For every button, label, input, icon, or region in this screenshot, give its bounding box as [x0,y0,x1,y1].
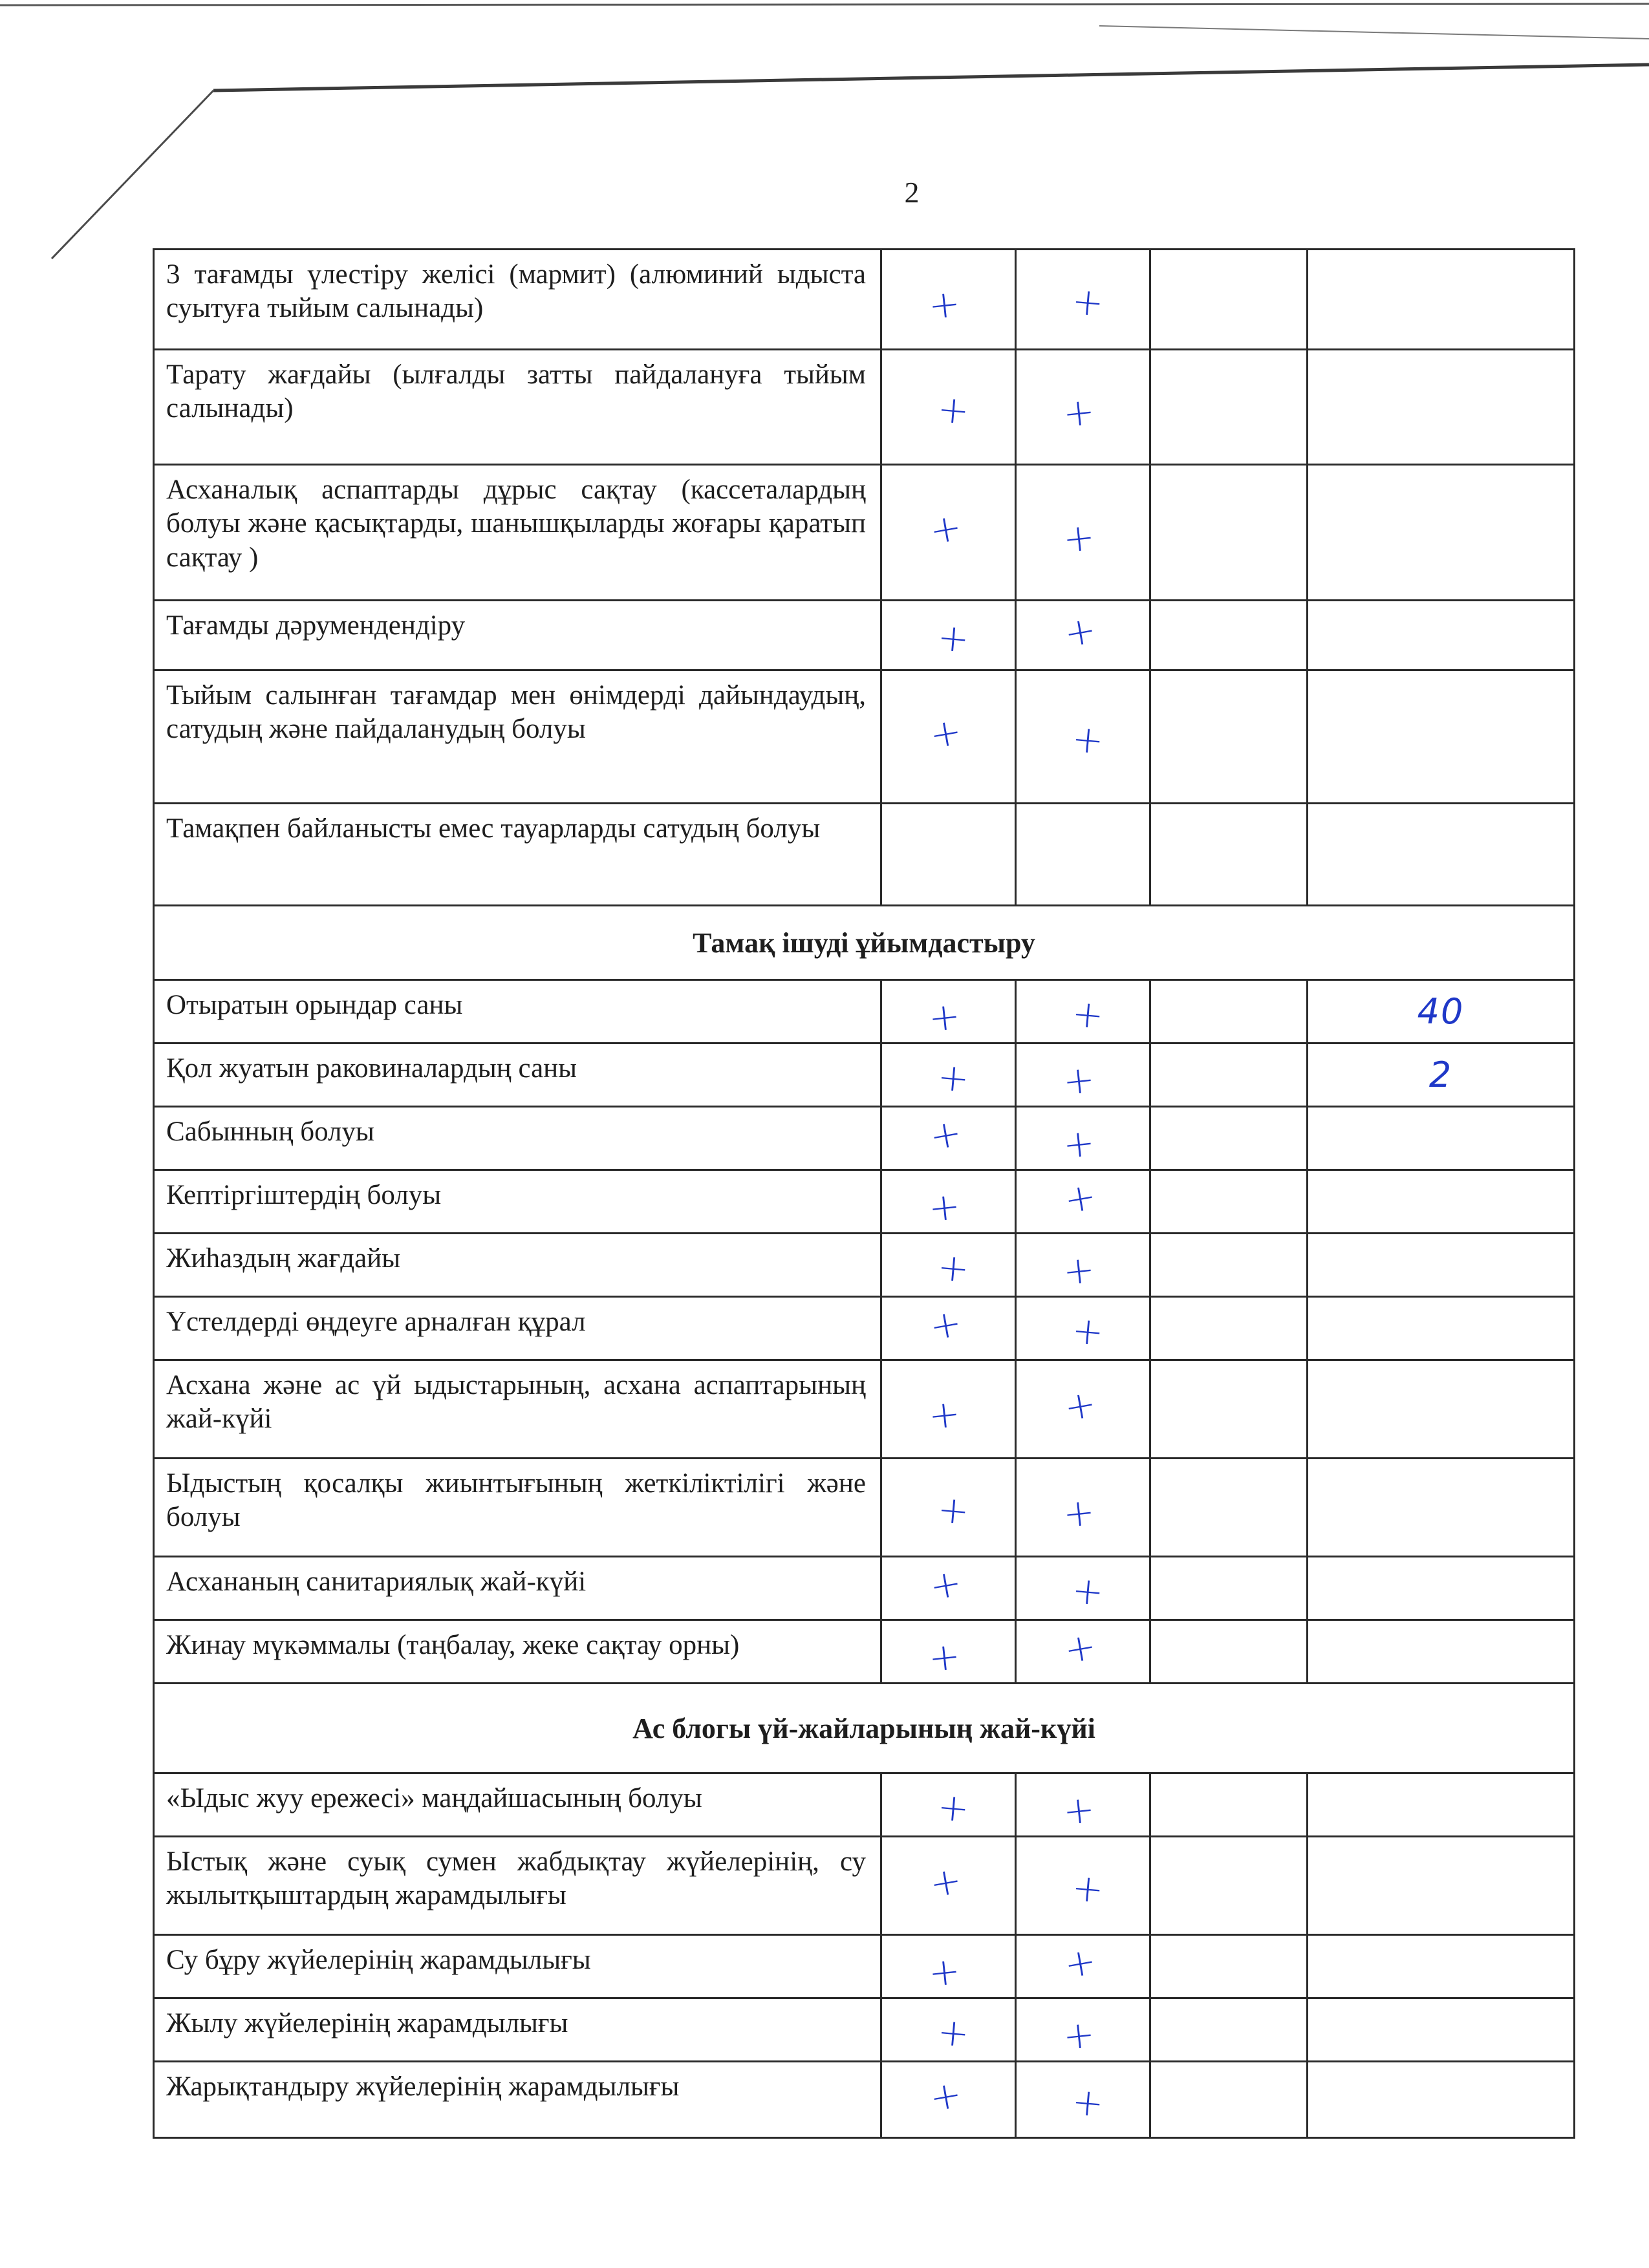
check-mark: + [1061,1120,1097,1167]
row-label: Жинау мүкәммалы (таңбалау, жеке сақтау орны) [154,1620,881,1684]
check-mark: + [936,2009,971,2056]
table-row [154,1360,1575,1459]
row-label: Асхананың санитариялық жай-күйі [154,1557,881,1620]
check-mark: + [1061,1623,1100,1673]
empty-cell [1308,350,1575,465]
empty-cell [1150,804,1308,906]
check-mark: + [1061,1380,1100,1430]
empty-cell [1150,670,1308,804]
empty-cell [1308,1107,1575,1170]
empty-cell [1308,465,1575,601]
empty-cell [1150,1837,1308,1935]
check-mark: + [1070,279,1106,325]
check-mark: + [926,281,963,328]
empty-cell [1308,1459,1575,1557]
check-mark: + [1070,990,1106,1038]
check-mark: + [1061,1489,1097,1536]
empty-cell [1308,1360,1575,1459]
check-mark: + [926,2071,965,2121]
scan-fold-edge [0,0,1649,272]
check-mark: + [926,993,963,1040]
row-label: Сабынның болуы [154,1107,881,1170]
empty-cell [1150,1107,1308,1170]
row-label: Тыйым салынған тағамдар мен өнімдерді дайындаудың, сатудың және пайдаланудың болуы [154,670,881,804]
empty-cell [1150,1620,1308,1684]
empty-cell [1150,1773,1308,1837]
empty-cell [1150,1360,1308,1459]
table-row [154,350,1575,465]
empty-cell [1150,1234,1308,1297]
table-row [154,1459,1575,1557]
empty-cell [1150,601,1308,670]
empty-cell [1150,250,1308,350]
empty-cell [1308,804,1575,906]
table-row [154,1557,1575,1620]
table-row [154,804,1575,906]
empty-cell [1016,804,1150,906]
empty-cell [1308,1998,1575,2062]
fold-line-corner [213,65,1649,91]
empty-cell [1150,1935,1308,1998]
check-mark: + [936,1486,971,1534]
check-mark: + [926,1948,963,1995]
empty-cell [1150,350,1308,465]
table-row [154,1773,1575,1837]
check-mark: + [1070,716,1106,763]
check-mark: + [926,1559,965,1609]
handwritten-seat-count: 40 [1417,990,1465,1032]
check-mark: + [1061,1173,1100,1223]
check-mark: + [1070,1865,1106,1912]
check-mark: + [926,708,965,758]
row-label: Тағамды дәрумендендіру [154,601,881,670]
check-mark: + [1061,1056,1097,1104]
empty-cell [1308,1935,1575,1998]
empty-cell [1308,250,1575,350]
row-label: «Ыдыс жуу ережесі» маңдайшасының болуы [154,1773,881,1837]
check-mark: + [936,614,971,661]
check-mark: + [1070,1567,1106,1614]
empty-cell [1150,1170,1308,1234]
row-label: Жиһаздың жағдайы [154,1234,881,1297]
table-row [154,2062,1575,2138]
fold-line-top-right [1099,26,1649,39]
empty-cell [1308,1297,1575,1360]
check-mark: + [1061,606,1100,656]
fold-line-diagonal [52,91,213,259]
empty-cell [1308,601,1575,670]
row-label: Тамақпен байланысты емес тауарларды сатудың болуы [154,804,881,906]
table-row [154,1620,1575,1684]
table-row [154,1998,1575,2062]
empty-cell [1150,1297,1308,1360]
empty-cell [1308,2062,1575,2138]
row-label: Асханалық аспаптарды дұрыс сақтау (кассеталардың болуы және қасықтарды, шанышқыларды жоғары қаратып сақтау ) [154,465,881,601]
check-mark: + [1070,2079,1106,2126]
check-mark: + [1061,514,1097,561]
section-title: Ас блогы үй-жайларының жай-күйі [154,1684,1575,1773]
check-mark: + [926,504,965,553]
empty-cell [1150,980,1308,1043]
fold-line-top [0,4,1649,5]
check-mark: + [1061,1938,1100,1987]
row-label: Тарату жағдайы (ылғалды затты пайдалануға тыйым салынады) [154,350,881,465]
row-label: Ыстық және суық сумен жабдықтау жүйелерінің, су жылытқыштардың жарамдылығы [154,1837,881,1935]
check-mark: + [1070,1307,1106,1354]
check-mark: + [936,386,971,433]
check-mark: + [926,1300,965,1349]
row-label: Отыратын орындар саны [154,980,881,1043]
empty-cell [1150,1557,1308,1620]
empty-cell [1308,1557,1575,1620]
empty-cell [1150,1043,1308,1107]
table-row [154,1837,1575,1935]
table-row [154,980,1575,1043]
check-mark: + [926,1857,965,1907]
section-header-row [154,906,1575,980]
check-mark: + [1061,2011,1097,2059]
empty-cell [1308,1234,1575,1297]
handwritten-sink-count: 2 [1428,1054,1453,1095]
empty-cell [1308,1773,1575,1837]
section-title: Тамақ ішуді ұйымдастыру [154,906,1575,980]
table-row [154,250,1575,350]
table-row [154,1107,1575,1170]
page-number: 2 [904,176,920,209]
empty-cell [1308,1837,1575,1935]
check-mark: + [1061,1786,1097,1834]
empty-cell [1150,465,1308,601]
empty-cell [1150,1459,1308,1557]
row-label: Қол жуатын раковиналардың саны [154,1043,881,1107]
row-label: Кептіргіштердің болуы [154,1170,881,1234]
table-row [154,465,1575,601]
check-mark: + [1061,389,1097,436]
table-row [154,601,1575,670]
empty-cell [1308,670,1575,804]
check-mark: + [936,1054,971,1101]
row-label: Ыдыстың қосалқы жиынтығының жеткіліктілігі және болуы [154,1459,881,1557]
check-mark: + [936,1784,971,1831]
check-mark: + [1061,1246,1097,1294]
section-header-row [154,1684,1575,1773]
empty-cell [1308,1170,1575,1234]
table-row [154,1935,1575,1998]
empty-cell [1150,2062,1308,2138]
row-label: Үстелдерді өңдеуге арналған құрал [154,1297,881,1360]
table-row [154,1043,1575,1107]
table-row [154,1234,1575,1297]
empty-cell [881,804,1016,906]
row-label: Асхана және ас үй ыдыстарының, асхана аспаптарының жай-күйі [154,1360,881,1459]
check-mark: + [936,1244,971,1291]
inspection-checklist-table [153,248,1575,2139]
check-mark: + [926,1109,965,1159]
empty-cell [1308,1620,1575,1684]
row-label: Жылу жүйелерінің жарамдылығы [154,1998,881,2062]
empty-cell [1150,1998,1308,2062]
check-mark: + [926,1633,963,1680]
table-row [154,1297,1575,1360]
row-label: 3 тағамды үлестіру желісі (мармит) (алюминий ыдыста суытуға тыйым салынады) [154,250,881,350]
table-row [154,670,1575,804]
check-mark: + [926,1391,963,1438]
row-label: Су бұру жүйелерінің жарамдылығы [154,1935,881,1998]
table-row [154,1170,1575,1234]
row-label: Жарықтандыру жүйелерінің жарамдылығы [154,2062,881,2138]
check-mark: + [926,1183,963,1230]
